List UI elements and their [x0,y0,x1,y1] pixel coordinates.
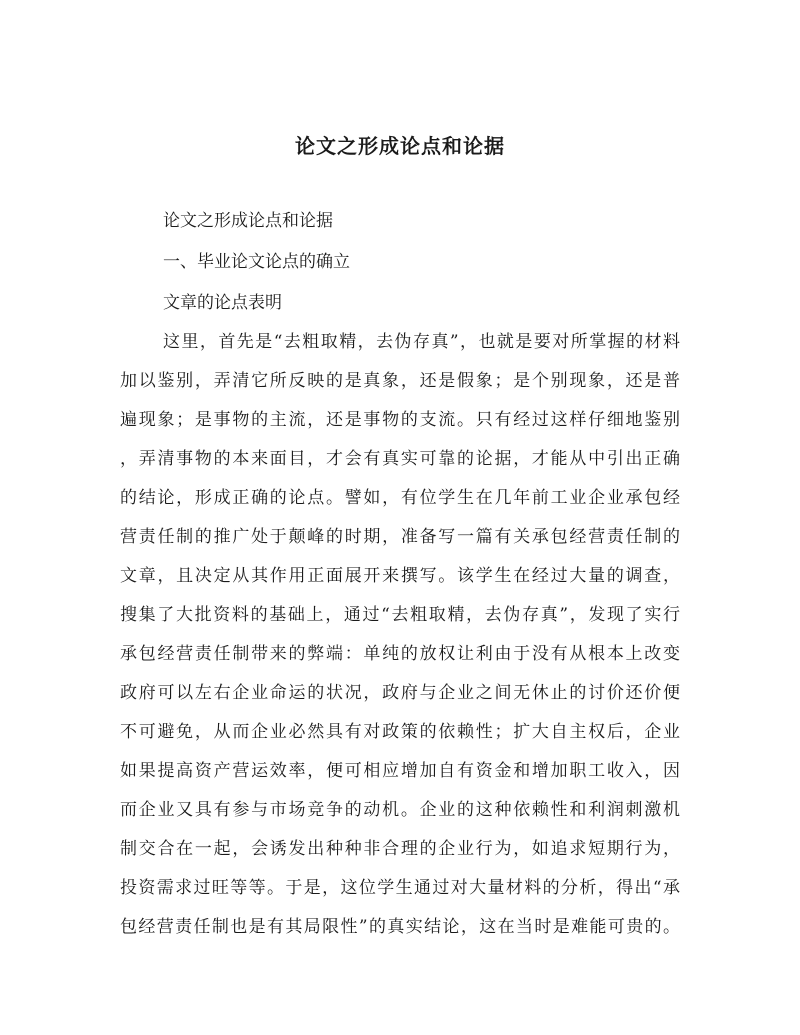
page-title: 论文之形成论点和论据 [295,134,505,158]
paragraph-line: ，弄清事物的本来面目，才会有真实可靠的论据，才能从中引出正确 [120,449,680,469]
paragraph-line: 而企业又具有参与市场竞争的动机。企业的这种依赖性和利润刺激机 [120,800,680,820]
paragraph-line: 文章，且决定从其作用正面展开来撰写。该学生在经过大量的调查， [120,566,680,586]
subsection-heading: 文章的论点表明 [163,293,282,313]
paragraph-line: 包经营责任制也是有其局限性”的真实结论，这在当时是难能可贵的。 [120,917,680,937]
paragraph-line: 遍现象；是事物的主流，还是事物的支流。只有经过这样仔细地鉴别 [120,410,680,430]
paragraph-line: 制交合在一起，会诱发出种种非合理的企业行为，如追求短期行为， [120,839,680,859]
paragraph-line: 营责任制的推广处于颠峰的时期，准备写一篇有关承包经营责任制的 [120,527,680,547]
paragraph-line: 政府可以左右企业命运的状况，政府与企业之间无休止的讨价还价便 [120,683,680,703]
section-heading: 一、毕业论文论点的确立 [163,252,350,272]
paragraph-line: 这里，首先是“去粗取精，去伪存真”，也就是要对所掌握的材料 [163,332,680,352]
paragraph-line: 承包经营责任制带来的弊端：单纯的放权让利由于没有从根本上改变 [120,644,680,664]
paragraph-line: 投资需求过旺等等。于是，这位学生通过对大量材料的分析，得出“承 [120,878,680,898]
paragraph-line: 加以鉴别，弄清它所反映的是真象，还是假象；是个别现象，还是普 [120,371,680,391]
subtitle-line: 论文之形成论点和论据 [163,211,333,231]
paragraph-line: 搜集了大批资料的基础上，通过“去粗取精，去伪存真”，发现了实行 [120,605,680,625]
paragraph-line: 如果提高资产营运效率，便可相应增加自有资金和增加职工收入，因 [120,761,680,781]
paragraph-line: 的结论，形成正确的论点。譬如，有位学生在几年前工业企业承包经 [120,488,680,508]
paragraph-line: 不可避免，从而企业必然具有对政策的依赖性；扩大自主权后，企业 [120,722,680,742]
